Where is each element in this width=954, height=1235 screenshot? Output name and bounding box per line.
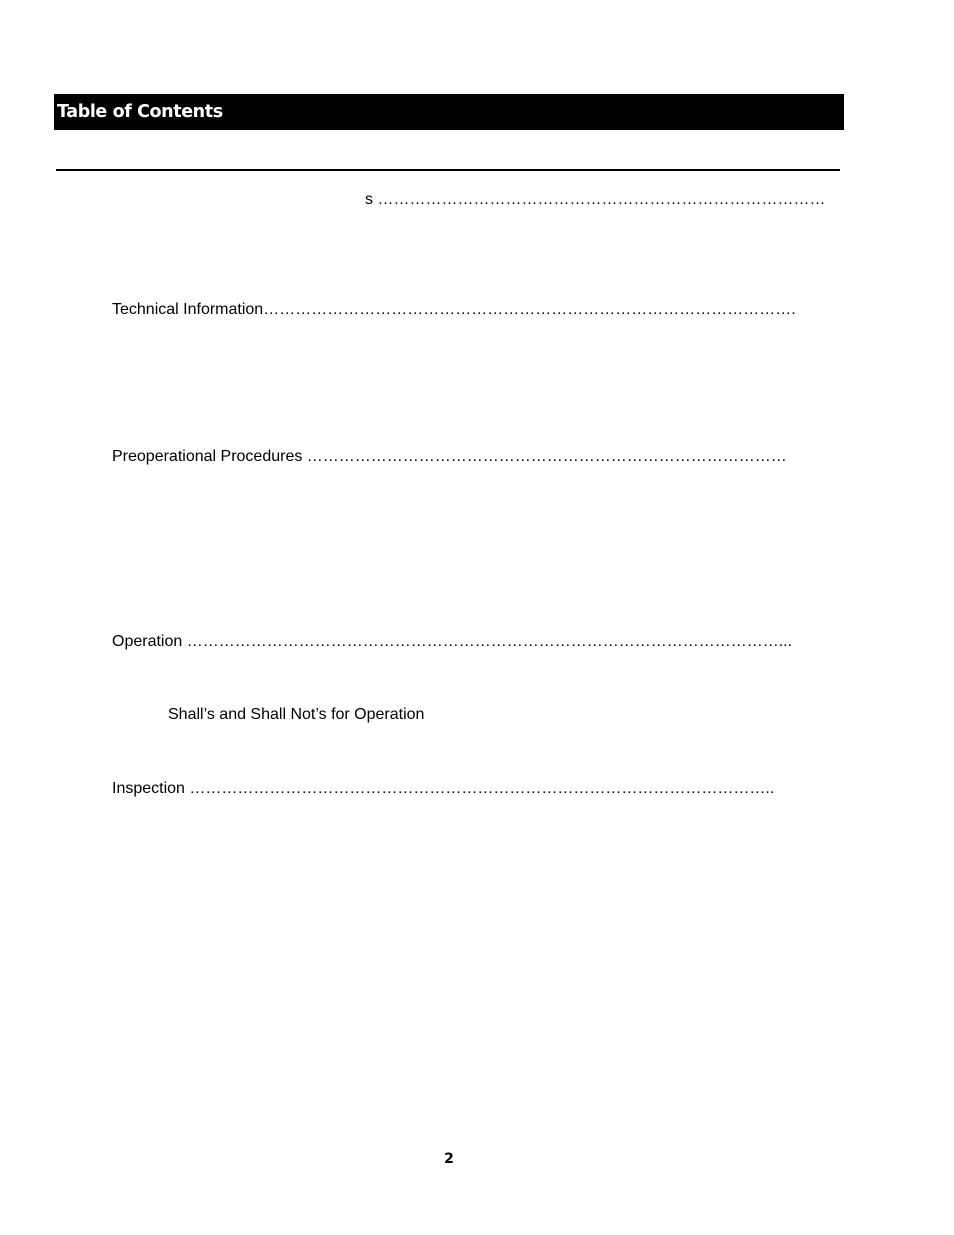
page-title: Table of Contents [57, 102, 223, 122]
toc-entry-preoperational-procedures: Preoperational Procedures ……………………………………………………………………………… [112, 448, 787, 465]
toc-subentry-shalls: Shall’s and Shall Not’s for Operation [168, 706, 425, 723]
header-divider [56, 169, 840, 171]
toc-entry-operation: Operation …………………………………………………………………………………………………... [112, 633, 793, 650]
page-number: 2 [444, 1151, 454, 1167]
toc-entry-partial: s ………………………………………………………………………… [365, 191, 826, 208]
toc-entry-technical-information: Technical Information………………………………………………………………………………………. [112, 301, 796, 318]
toc-header-bar [54, 94, 844, 130]
toc-entry-inspection: Inspection ……………………………………………………………………………………………….. [112, 780, 775, 797]
